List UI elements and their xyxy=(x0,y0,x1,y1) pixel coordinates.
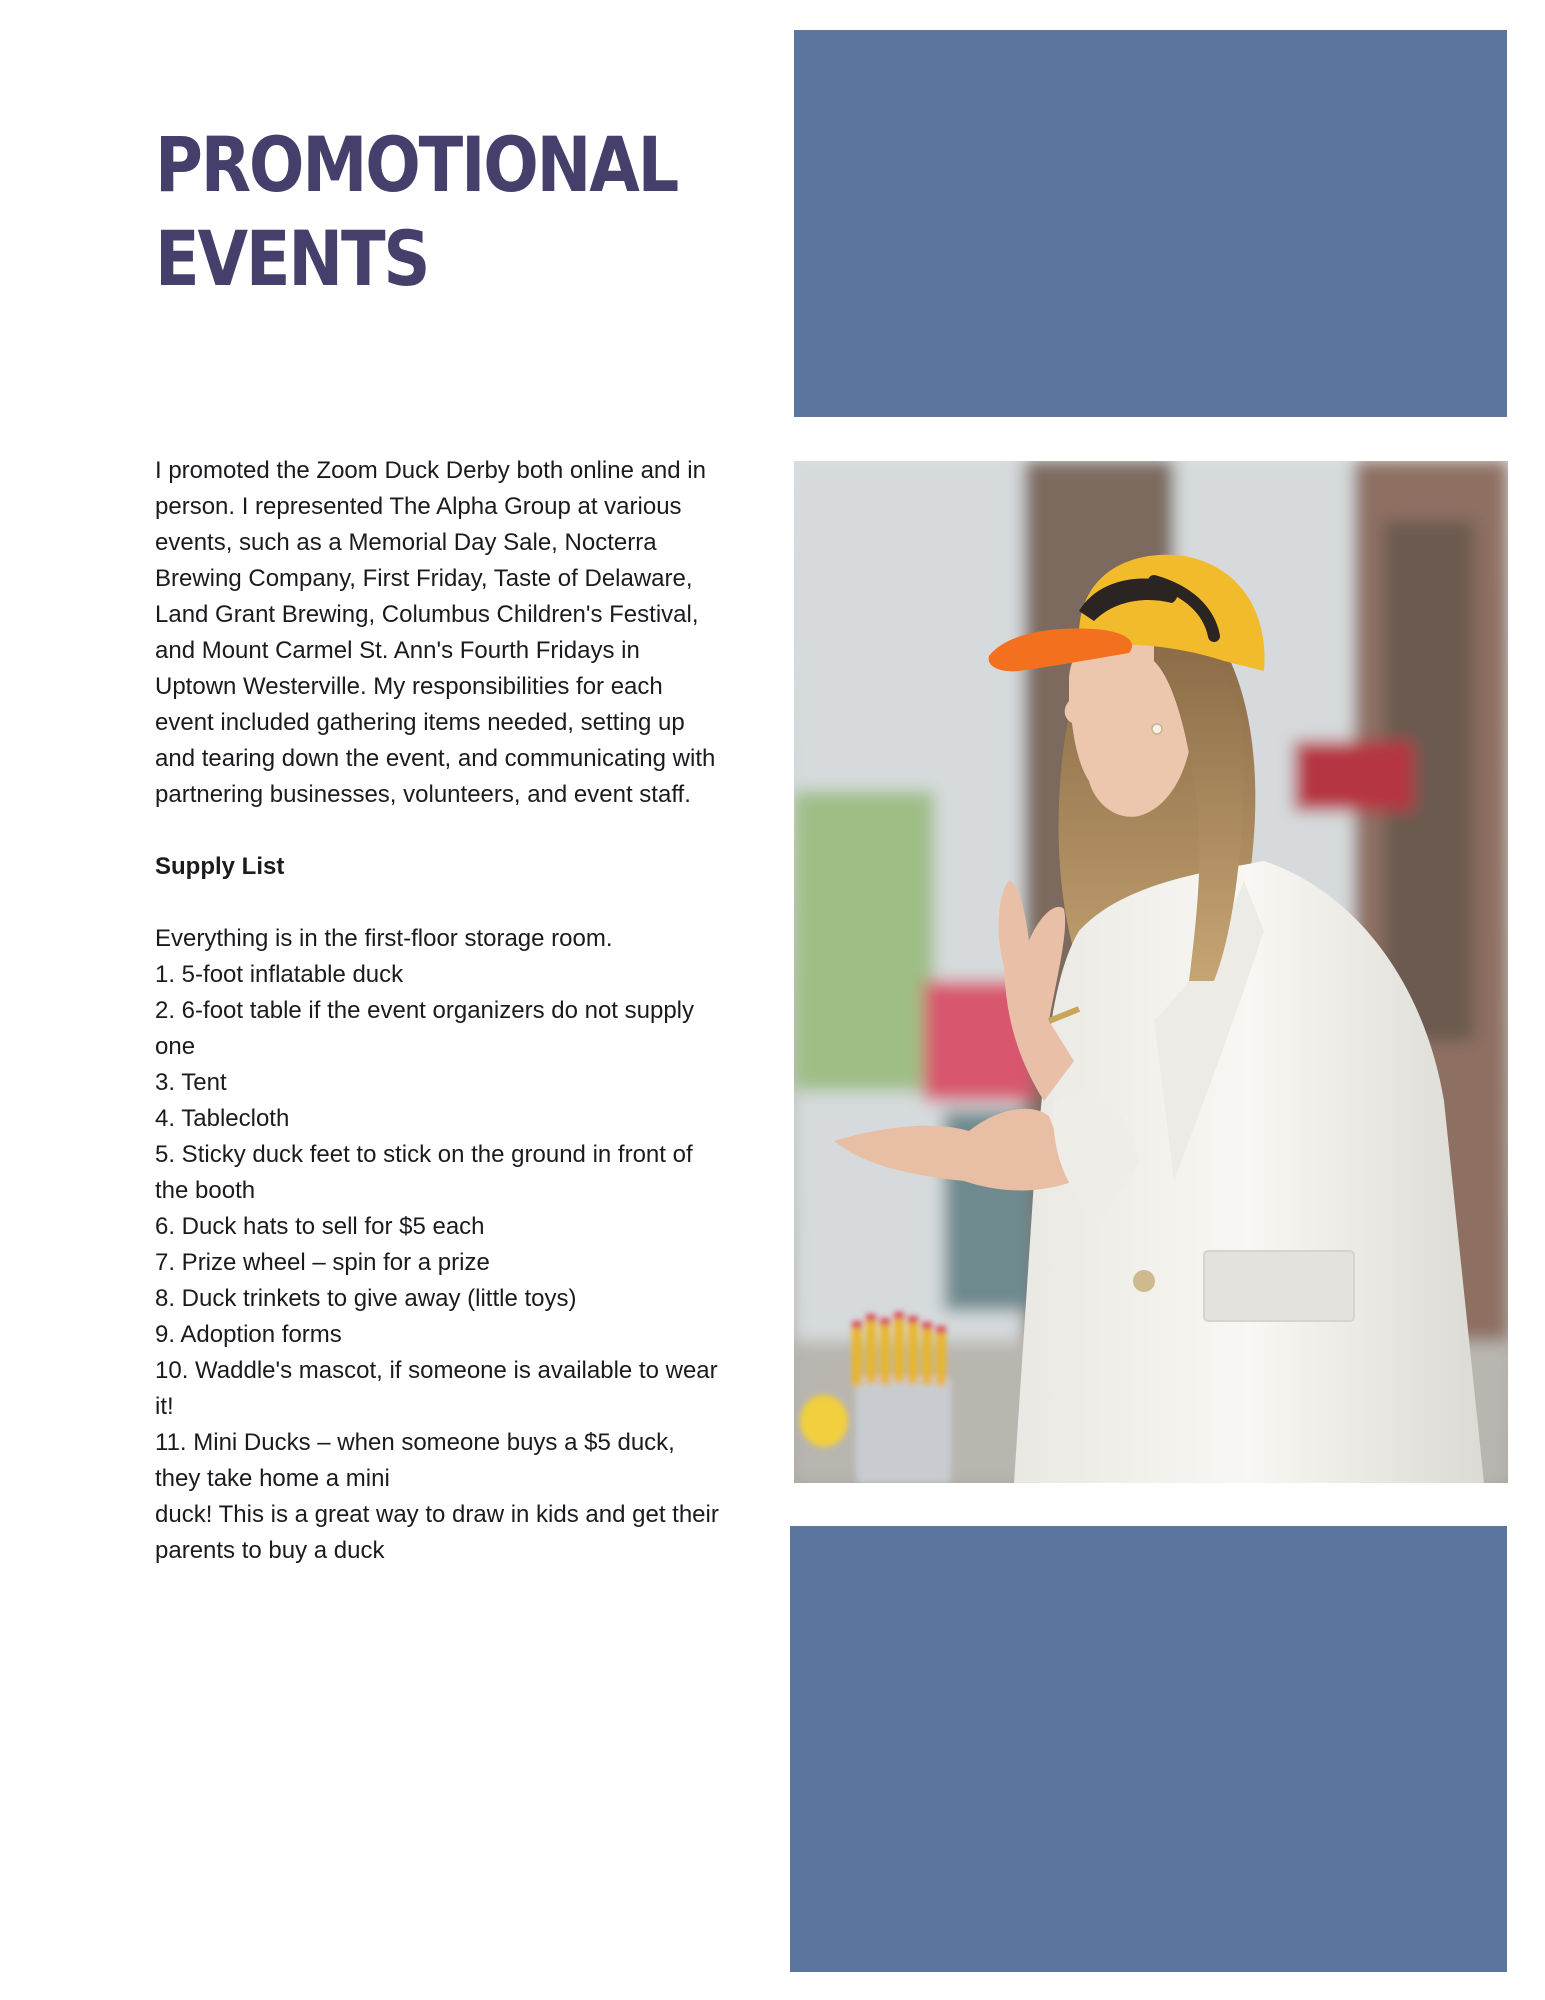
list-item: 3. Tent xyxy=(155,1069,227,1096)
list-item: 6. Duck hats to sell for $5 each xyxy=(155,1213,485,1240)
list-item: 1. 5-foot inflatable duck xyxy=(155,961,404,988)
list-item xyxy=(155,1425,725,1569)
list-item: 7. Prize wheel – spin for a prize xyxy=(155,1249,490,1276)
page-title-line-2: EVENTS xyxy=(155,214,429,303)
supply-list-note: Everything is in the first-floor storage room. xyxy=(155,925,613,952)
list-item: 5. Sticky duck feet to stick on the ground in front of the booth xyxy=(155,1141,693,1204)
event-photo xyxy=(794,461,1508,1483)
intro-paragraph: I promoted the Zoom Duck Derby both online and in person. I represented The Alpha Group at various events, such as a Memorial Day Sale, Nocterra Brewing Company, First Friday, Taste of Delaware, Land Grant Brewing, Columbus Children's Festival, and Mount Carmel St. Ann's Fourth Fridays in Uptown Westerville. My responsibilities for each event included gathering items needed, setting up and tearing down the event, and communicating with partnering businesses, volunteers, and event staff. xyxy=(155,457,716,808)
list-item: 9. Adoption forms xyxy=(155,1321,342,1348)
list-item-line: 11. Mini Ducks – when someone buys a $5 duck, they take home a mini xyxy=(155,1429,675,1492)
decorative-block-top xyxy=(794,30,1507,417)
list-item: 4. Tablecloth xyxy=(155,1105,290,1132)
supply-list xyxy=(155,957,725,1569)
list-item-line: duck! This is a great way to draw in kids and get their parents to buy a duck xyxy=(155,1501,719,1564)
list-item: 10. Waddle's mascot, if someone is available to wear it! xyxy=(155,1357,718,1420)
list-item: 2. 6-foot table if the event organizers do not supply one xyxy=(155,997,695,1060)
page-title xyxy=(155,118,678,306)
supply-list-heading: Supply List xyxy=(155,853,285,880)
decorative-block-bottom xyxy=(790,1526,1507,1972)
body-text xyxy=(155,453,725,1569)
list-item: 8. Duck trinkets to give away (little toys) xyxy=(155,1285,577,1312)
page-title-line-1: PROMOTIONAL xyxy=(155,120,678,209)
